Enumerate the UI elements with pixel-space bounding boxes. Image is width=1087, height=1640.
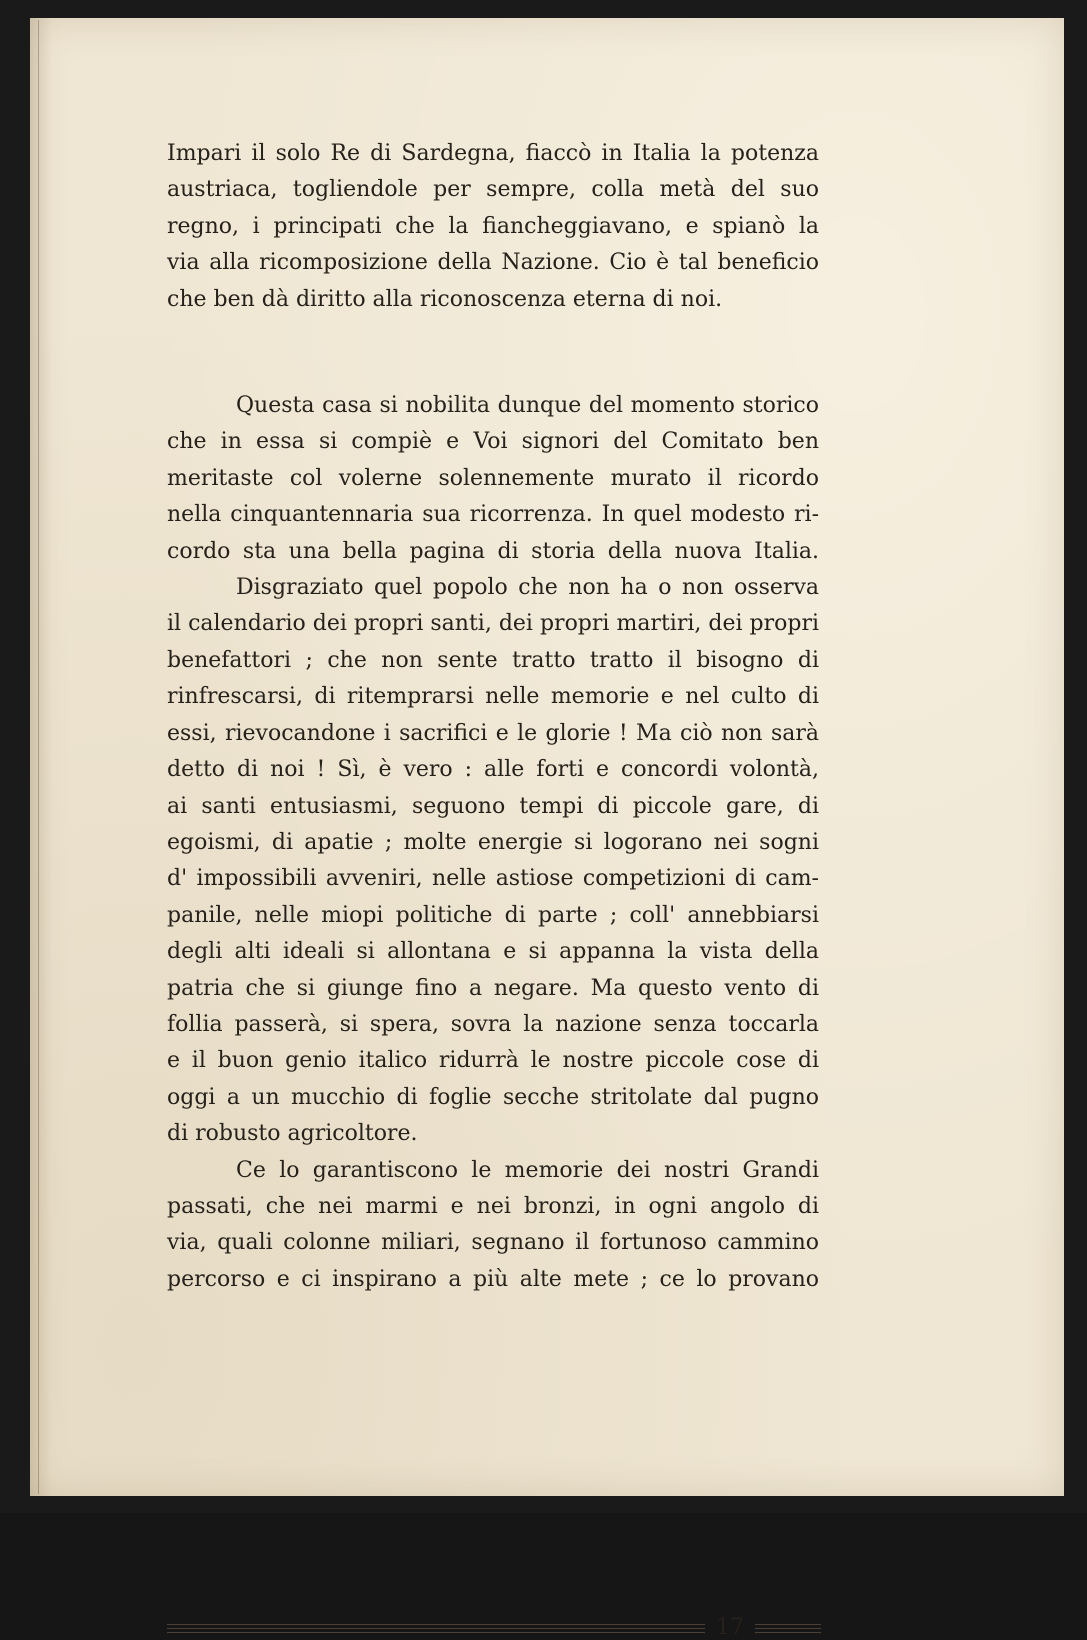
text-line: egoismi, di apatie ; molte energie si logorano nei sogni: [167, 829, 819, 855]
text-line: e il buon genio italico ridurrà le nostre piccole cose di: [167, 1048, 819, 1074]
text-line: austriaca, togliendole per sempre, colla metà del suo: [167, 177, 819, 203]
text-line: che ben dà diritto alla riconoscenza eterna di noi.: [167, 286, 723, 312]
text-line: di robusto agricoltore.: [167, 1121, 418, 1147]
text-line: patria che si giunge fino a negare. Ma questo vento di: [167, 975, 819, 1001]
text-line: essi, rievocandone i sacrifici e le glorie ! Ma ciò non sarà: [167, 720, 819, 746]
footer-rule-left: [167, 1624, 705, 1633]
paragraph-2: [167, 388, 819, 570]
text-line: panile, nelle miopi politiche di parte ; coll' annebbiarsi: [167, 902, 819, 928]
body-text: [167, 136, 819, 1298]
text-line: via, quali colonne miliari, segnano il fortunoso cammino: [167, 1230, 819, 1256]
text-line: ai santi entusiasmi, seguono tempi di piccole gare, di: [167, 793, 819, 819]
paragraph-3: [167, 570, 819, 1153]
text-line: Impari il solo Re di Sardegna, fiaccò in Italia la potenza: [167, 141, 819, 166]
text-line: oggi a un mucchio di foglie secche stritolate dal pugno: [167, 1084, 819, 1110]
text-line: meritaste col volerne solennemente murato il ricordo: [167, 465, 819, 491]
text-line: cordo sta una bella pagina di storia della nuova Italia.: [167, 538, 819, 564]
text-line: che in essa si compiè e Voi signori del Comitato ben: [167, 429, 819, 455]
text-line: nella cinquantennaria sua ricorrenza. In quel modesto ri-: [167, 502, 819, 528]
footer-rule-right: [755, 1624, 821, 1633]
paragraph-gap: [167, 318, 819, 388]
text-line: degli alti ideali si allontana e si appanna la vista della: [167, 939, 819, 965]
text-line: il calendario dei propri santi, dei propri martiri, dei propri: [167, 611, 819, 637]
page-number: 17: [716, 1615, 744, 1640]
text-line: regno, i principati che la fiancheggiavano, e spianò la: [167, 213, 819, 239]
text-line: Questa casa si nobilita dunque del momento storico: [236, 393, 819, 419]
text-line: percorso e ci inspirano a più alte mete ; ce lo provano: [167, 1266, 819, 1292]
text-line: passati, che nei marmi e nei bronzi, in ogni angolo di: [167, 1193, 819, 1219]
page-footer: [167, 1617, 821, 1639]
text-line: Ce lo garantiscono le memorie dei nostri Grandi: [236, 1157, 819, 1183]
text-line: via alla ricomposizione della Nazione. Cio è tal beneficio: [167, 250, 819, 276]
text-line: Disgraziato quel popolo che non ha o non osserva: [236, 575, 819, 601]
paragraph-1: [167, 136, 819, 318]
text-line: detto di noi ! Sì, è vero : alle forti e concordi volontà,: [167, 757, 819, 783]
paragraph-4: [167, 1153, 819, 1299]
text-line: benefattori ; che non sente tratto tratto il bisogno di: [167, 647, 819, 673]
binding-edge: [38, 20, 39, 1494]
text-line: d' impossibili avveniri, nelle astiose competizioni di cam-: [167, 866, 819, 892]
text-line: follia passerà, si spera, sovra la nazione senza toccarla: [167, 1011, 819, 1037]
text-line: rinfrescarsi, di ritemprarsi nelle memorie e nel culto di: [167, 684, 819, 710]
